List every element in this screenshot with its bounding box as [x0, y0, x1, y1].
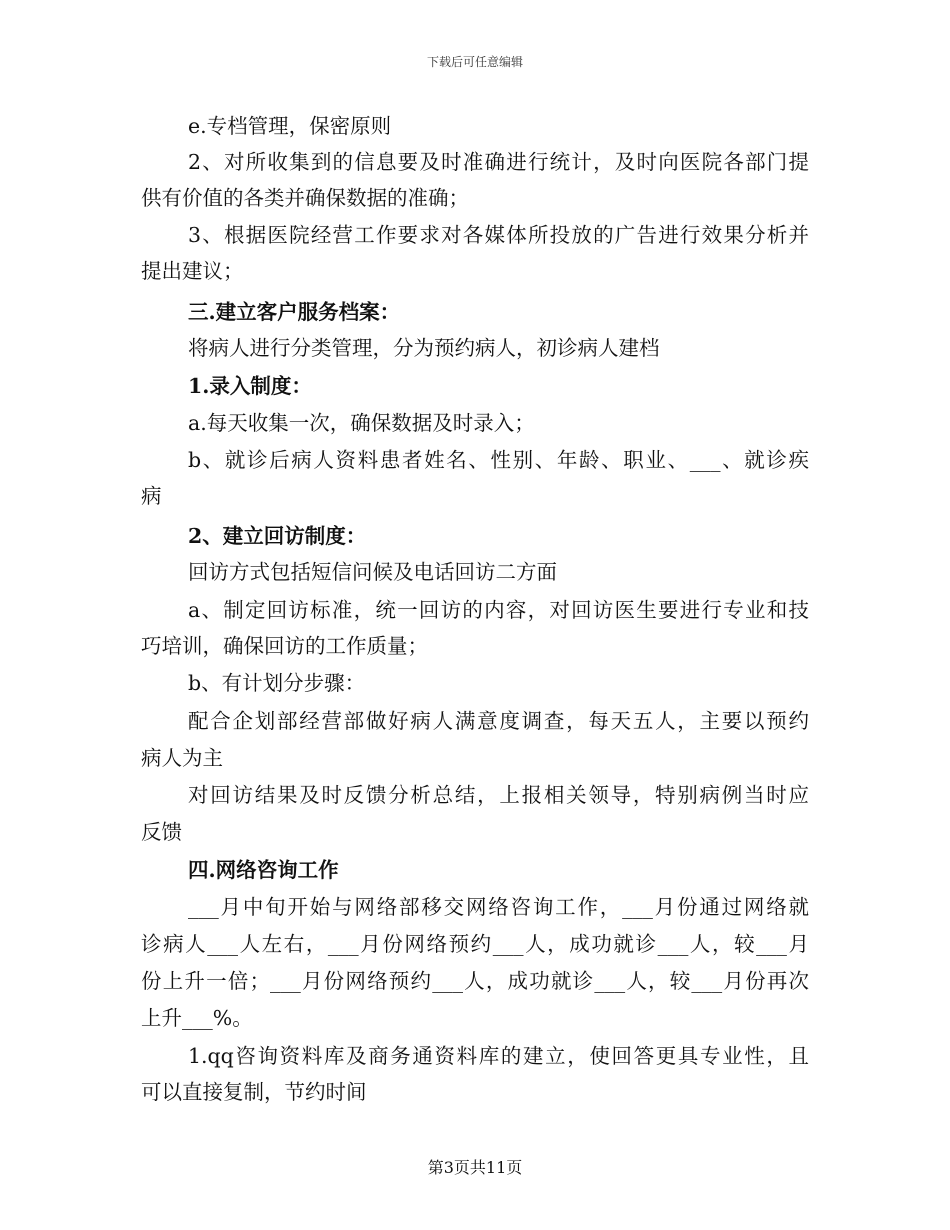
body-line: 巧培训，确保回访的工作质量；: [141, 634, 428, 658]
body-line: 诊病人___人左右，___月份网络预约___人，成功就诊___人，较___月: [141, 932, 809, 956]
body-line: 上升___%。: [141, 1006, 253, 1030]
section-heading: 1.录入制度：: [188, 374, 312, 398]
section-heading: 四.网络咨询工作: [188, 858, 339, 882]
body-line: 1.qq咨询资料库及商务通资料库的建立，使回答更具专业性，且: [188, 1044, 809, 1068]
body-line: 将病人进行分类管理，分为预约病人，初诊病人建档: [188, 336, 660, 360]
page-number-footer: 第3页共11页: [427, 1158, 523, 1177]
body-line: 反馈: [141, 820, 182, 844]
body-line: 供有价值的各类并确保数据的准确；: [141, 186, 469, 210]
section-heading: 2、建立回访制度：: [188, 524, 367, 548]
body-line: 回访方式包括短信问候及电话回访二方面: [188, 560, 557, 584]
body-line: 份上升一倍；___月份网络预约___人，成功就诊___人，较___月份再次: [141, 969, 809, 993]
body-line: a.每天收集一次，确保数据及时录入；: [188, 411, 535, 435]
body-line: b、有计划分步骤：: [188, 671, 366, 695]
body-line: 对回访结果及时反馈分析总结，上报相关领导，特别病例当时应: [188, 783, 809, 807]
body-line: e.专档管理，保密原则: [188, 114, 392, 138]
body-line: b、就诊后病人资料患者姓名、性别、年龄、职业、___、就诊疾: [188, 448, 809, 472]
body-line: a、制定回访标准，统一回访的内容，对回访医生要进行专业和技: [188, 598, 809, 622]
body-line: ___月中旬开始与网络部移交网络咨询工作，___月份通过网络就: [188, 895, 809, 919]
body-line: 2、对所收集到的信息要及时准确进行统计，及时向医院各部门提: [188, 150, 809, 174]
page-header-note: 下载后可任意编辑: [426, 55, 523, 69]
body-line: 配合企划部经营部做好病人满意度调查，每天五人，主要以预约: [188, 709, 809, 733]
section-heading: 三.建立客户服务档案：: [188, 300, 401, 324]
body-line: 病: [141, 484, 162, 508]
body-line: 病人为主: [141, 746, 223, 770]
body-line: 可以直接复制，节约时间: [141, 1080, 367, 1104]
body-line: 提出建议；: [141, 259, 244, 283]
body-line: 3、根据医院经营工作要求对各媒体所投放的广告进行效果分析并: [188, 223, 809, 247]
